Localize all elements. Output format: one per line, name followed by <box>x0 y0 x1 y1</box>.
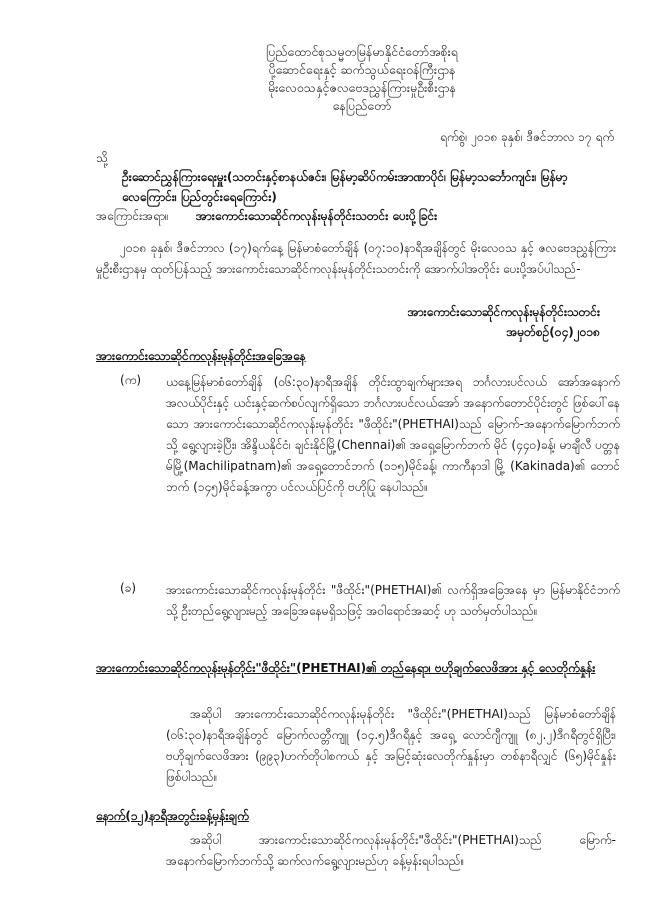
section-heading-forecast: နောက်(၁၂)နာရီအတွင်းခန့်မှန်းချက် <box>96 809 249 823</box>
letter-date: ရက်စွဲ၊ ၂၀၁၈ ခုနှစ်၊ ဒီဇင်ဘာလ ၁၇ ရက် <box>440 130 615 144</box>
bulletin-number: အမှတ်စဉ်(၀၄)၂၀၁၈ <box>506 325 600 339</box>
forecast-paragraph: အဆိုပါ အားကောင်းသောဆိုင်ကလုန်းမုန်တိုင်း"ဖီထိုင်း"(PHETHAI)သည် မြောက်- အနောက်မြောက်ဘက်သို့ ဆက်လက်ရွေ့လျားမည်ဟု ခန့်မှန်းရပါသည်။ <box>166 833 616 868</box>
position-paragraph: အဆိုပါ အားကောင်းသောဆိုင်ကလုန်းမုန်တိုင်း "ဖီထိုင်း"(PHETHAI)သည် မြန်မာစံတော်ချိန် (၀၆:၃၀)နာရီအချိန်တွင် မြောက်လတ္တီကျူ (၁၄.၅)ဒီဂရီနှင့် အရှေ့ လောင်ဂျီကျူ (၈၂.၂)ဒီဂရီတွင်ရှိပြီး၊ ဗဟိုချက်လေဖိအား (၉၉၃)ဟက်တိုပါစကယ် နှင့် အမြင့်ဆုံးလေတိုက်နှုန်းမှာ တစ်နာရီလျှင် (၆၅)မိုင်နှုန်းဖြစ်ပါသည်။ <box>166 707 616 784</box>
section-heading-position: အားကောင်းသောဆိုင်ကလုန်းမုန်တိုင်း"ဖီထိုင်း"(PHETHAI)၏ တည်နေရာ၊ ဗဟိုချက်လေဖိအား နှင့် လေတိုက်နှုန်း <box>96 661 596 675</box>
item-number: (က) <box>120 373 142 387</box>
status-item-ka <box>120 372 620 498</box>
bulletin-title: အားကောင်းသောဆိုင်ကလုန်းမုန်တိုင်းသတင်း <box>407 305 600 319</box>
item-text: ယနေ့မြန်မာစံတော်ချိန် (၀၆:၃၀)နာရီအချိန် တိုင်းထွာချက်များအရ ဘင်္ဂလားပင်လယ် အော်အနောက်အလယ်ပိုင်းနှင့် ယင်းနှင့်ဆက်စပ်လျက်ရှိသော ဘင်္ဂလားပင်လယ်အော် အနောက်တောင်ပိုင်းတွင် ဖြစ်ပေါ်နေသော အားကောင်းသောဆိုင်ကလုန်းမုန်တိုင်း "ဖီထိုင်း"(PHETHAI)သည် မြောက်-အနောက်မြောက်ဘက်သို့ ရွေ့လျားခဲ့ပြီး၊ အိန္ဒိယနိုင်ငံ၊ ချင်းနိုင်မြို့(Chennai)၏ အရှေ့မြောက်ဘက် မိုင် (၄၄၀)ခန့်၊ မာချီလီ ပတ္တနမ်မြို့(Machilipatnam)၏ အရှေ့တောင်ဘက် (၁၁၅)မိုင်ခန့်၊ ကာကီနာဒါ မြို့ (Kakinada)၏ တောင်ဘက် (၁၄၅)မိုင်ခန့်အကွာ ပင်လယ်ပြင်ကို ဗဟိုပြု နေပါသည်။ <box>166 375 620 494</box>
letterhead <box>212 43 512 115</box>
government-name: ပြည်ထောင်စုသမ္မတမြန်မာနိုင်ငံတော်အစိုးရ <box>266 44 458 59</box>
status-item-kha <box>120 580 620 622</box>
intro-paragraph: ၂၀၁၈ ခုနှစ်၊ ဒီဇင်ဘာလ (၁၇)ရက်နေ့ မြန်မာစံတော်ချိန် (၀၇:၁၀)နာရီအချိန်တွင် မိုးလေဝသ နှင့် ဇလဗေဒညွှန်ကြားမှုဦးစီးဌာနမှ ထုတ်ပြန်သည့် အားကောင်းသောဆိုင်ကလုန်းမုန်တိုင်းသတင်းကို အောက်ပါအတိုင်း ပေးပို့အပ်ပါသည်- <box>96 241 616 276</box>
to-label: သို့ <box>96 151 108 165</box>
department-name: မိုးလေဝသနှင့်ဇလဗေဒညွှန်ကြားမှုဦးစီးဌာန <box>267 80 457 95</box>
recipients: ဦးဆောင်ညွှန်ကြားရေးမှူး(သတင်းနှင့်စာနယ်ဇင်း၊ မြန်မာ့ဆိပ်ကမ်းအာဏာပိုင်၊ မြန်မာ့သင်္ဘောကျင်း၊ မြန်မာ့လေကြောင်း၊ ပြည်တွင်းရေကြောင်း) <box>122 170 568 204</box>
subject-line <box>96 208 616 226</box>
subject-label: အကြောင်းအရာ။ <box>96 209 169 223</box>
item-text: အားကောင်းသောဆိုင်ကလုန်းမုန်တိုင်း "ဖီထိုင်း"(PHETHAI)၏ လက်ရှိအခြေအနေ မှာ မြန်မာနိုင်ငံဘက်သို့ ဦးတည်ရွေ့လျားမည့် အခြေအနေမရှိသဖြင့် အဝါရောင်အဆင့် ဟု သတ်မှတ်ပါသည်။ <box>166 583 620 618</box>
section-heading-status: အားကောင်းသောဆိုင်ကလုန်းမုန်တိုင်းအခြေအနေ <box>96 349 306 363</box>
bulletin-title-block <box>300 302 600 342</box>
ministry-name: ပို့ဆောင်ရေးနှင့် ဆက်သွယ်ရေးဝန်ကြီးဌာန <box>268 62 456 77</box>
city-name: နေပြည်တော် <box>332 98 392 113</box>
item-number: (ခ) <box>120 581 137 595</box>
subject-text: အားကောင်းသောဆိုင်ကလုန်းမုန်တိုင်းသတင်း ပေးပို့ခြင်း <box>195 209 438 223</box>
